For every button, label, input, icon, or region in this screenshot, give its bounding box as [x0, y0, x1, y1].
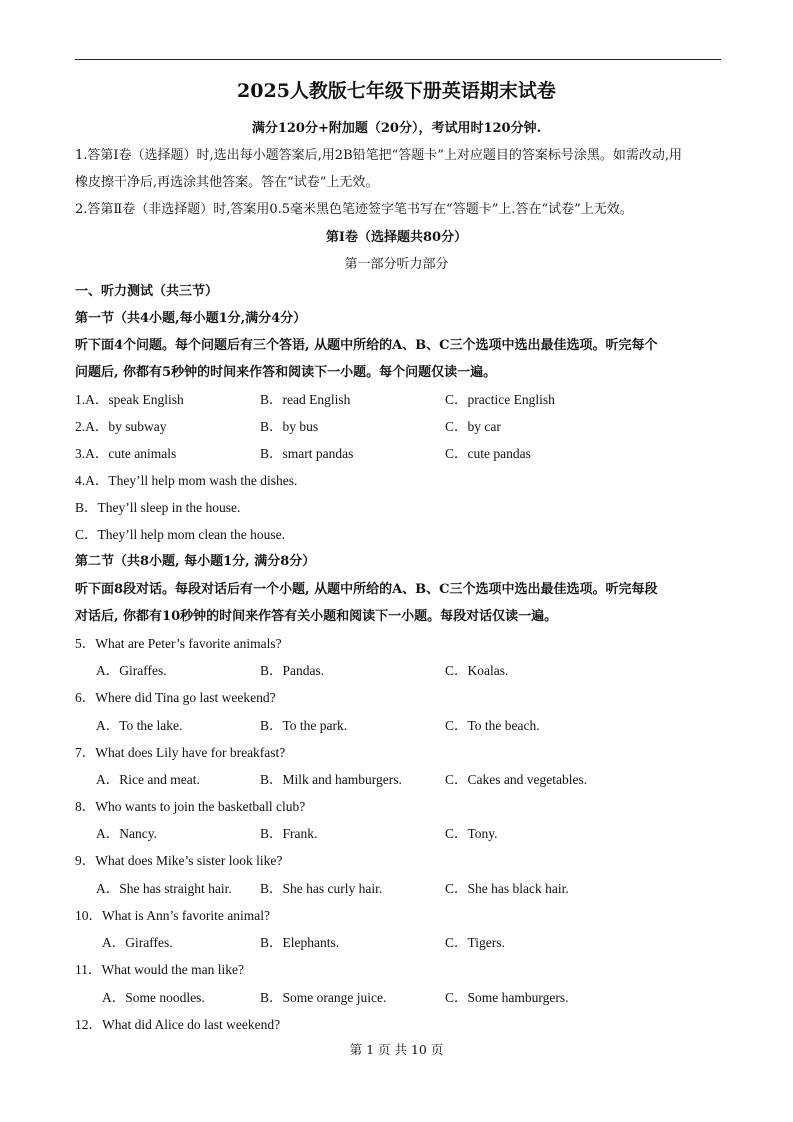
option-b: B．They’ll sleep in the house.: [75, 500, 241, 515]
option-a: A．Rice and meat.: [96, 772, 200, 787]
question-stem: 11．What would the man like?: [75, 962, 244, 977]
instruction-line: 2.答第Ⅱ卷（非选择题）时,答案用0.5毫米黑色笔迹签字笔书写在“答题卡”上.答在“试卷”上无效。: [75, 202, 633, 217]
option-c: C．Tigers.: [445, 935, 505, 950]
exam-subtitle: 满分120分+附加题（20分），考试用时120分钟.: [251, 121, 542, 136]
section1-directions: 听下面4个问题。每个问题后有三个答语, 从题中所给的A、B、C三个选项中选出最佳选项。听完每个: [75, 338, 658, 353]
option-a: A．Some noodles.: [102, 990, 205, 1005]
option-c: C．Some hamburgers.: [445, 990, 569, 1005]
option-b: B．Milk and hamburgers.: [260, 772, 402, 787]
option-b: B．Pandas.: [260, 663, 325, 678]
option-b: B．Frank.: [260, 826, 318, 841]
option-a: 3.A．cute animals: [75, 446, 177, 461]
option-b: B．Elephants.: [260, 935, 340, 950]
section2-directions: 对话后, 你都有10秒钟的时间来作答有关小题和阅读下一小题。每段对话仅读一遍。: [75, 609, 558, 624]
option-b: B．read English: [260, 392, 351, 407]
section2-directions: 听下面8段对话。每段对话后有一个小题, 从题中所给的A、B、C三个选项中选出最佳选项。听完每段: [75, 582, 658, 597]
option-c: C．To the beach.: [445, 718, 540, 733]
option-c: C．by car: [445, 419, 501, 434]
option-c: C．practice English: [445, 392, 555, 407]
option-a: A．Nancy.: [96, 826, 157, 841]
option-a: A．To the lake.: [96, 718, 183, 733]
option-c: C．They’ll help mom clean the house.: [75, 527, 285, 542]
option-c: C．She has black hair.: [445, 881, 569, 896]
option-c: C．Cakes and vegetables.: [445, 772, 588, 787]
question-stem: 6．Where did Tina go last weekend?: [75, 690, 276, 705]
option-c: C．Tony.: [445, 826, 498, 841]
instruction-line: 橡皮擦干净后,再选涂其他答案。答在“试卷”上无效。: [75, 175, 379, 190]
option-b: B．by bus: [260, 419, 319, 434]
question-stem: 12．What did Alice do last weekend?: [75, 1017, 281, 1032]
header-rule: [75, 59, 721, 60]
volume-heading: 第Ⅰ卷（选择题共80分）: [325, 230, 468, 245]
option-b: B．Some orange juice.: [260, 990, 387, 1005]
section-heading: 一、听力测试（共三节）: [75, 284, 219, 299]
option-a: A．Giraffes.: [96, 663, 167, 678]
option-b: B．smart pandas: [260, 446, 354, 461]
question-stem: 8．Who wants to join the basketball club?: [75, 799, 306, 814]
option-b: B．To the park.: [260, 718, 348, 733]
option-a: 1.A．speak English: [75, 392, 184, 407]
option-c: C．cute pandas: [445, 446, 531, 461]
question-stem: 5．What are Peter’s favorite animals?: [75, 636, 282, 651]
section1-directions: 问题后, 你都有5秒钟的时间来作答和阅读下一小题。每个问题仅读一遍。: [75, 365, 497, 380]
page-title: 2025人教版七年级下册英语期末试卷: [237, 80, 556, 102]
option-c: C．Koalas.: [445, 663, 509, 678]
question-stem: 7．What does Lily have for breakfast?: [75, 745, 286, 760]
section2-heading: 第二节（共8小题, 每小题1分, 满分8分）: [75, 554, 316, 569]
option-a: A．She has straight hair.: [96, 881, 232, 896]
instruction-line: 1.答第Ⅰ卷（选择题）时,选出每小题答案后,用2B铅笔把“答题卡”上对应题目的答案标号涂黑。如需改动,用: [75, 148, 683, 163]
option-a: A．Giraffes.: [102, 935, 173, 950]
question-stem: 10．What is Ann’s favorite animal?: [75, 908, 270, 923]
section1-heading: 第一节（共4小题,每小题1分,满分4分）: [75, 311, 307, 326]
option-a: 2.A．by subway: [75, 419, 167, 434]
question-stem: 9．What does Mike’s sister look like?: [75, 853, 283, 868]
page-footer: 第 1 页 共 10 页: [349, 1042, 444, 1057]
option-b: B．She has curly hair.: [260, 881, 383, 896]
option-a: 4.A．They’ll help mom wash the dishes.: [75, 473, 298, 488]
part-heading: 第一部分听力部分: [344, 257, 449, 272]
